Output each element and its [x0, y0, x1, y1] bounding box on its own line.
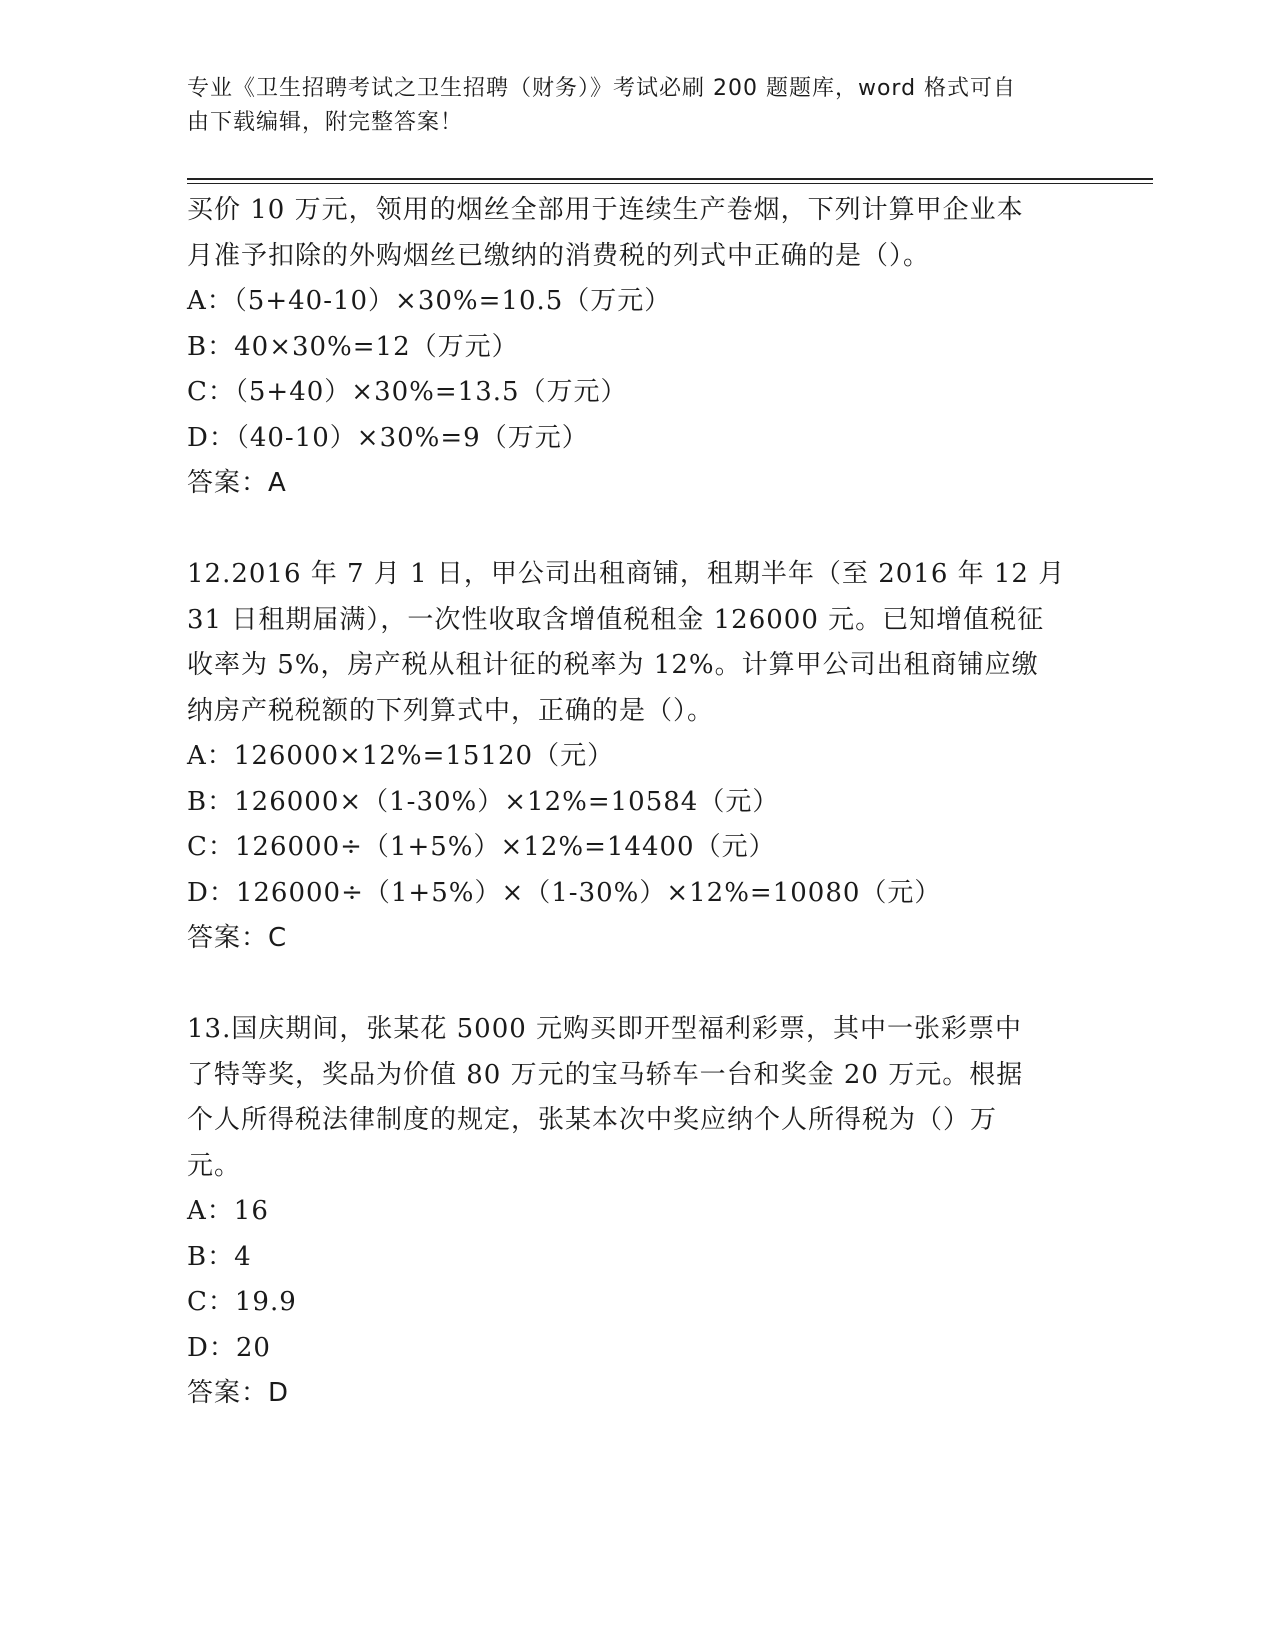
header-line: 由下载编辑，附完整答案！ — [187, 110, 464, 135]
question-stem-line: 个人所得税法律制度的规定，张某本次中奖应纳个人所得税为（）万 — [187, 1105, 998, 1135]
option-d: D：20 — [187, 1332, 271, 1363]
header-divider — [187, 178, 1153, 180]
question-stem-line: 元。 — [187, 1150, 242, 1181]
option-a: A：126000×12%=15120（元） — [187, 741, 615, 771]
option-a: A：16 — [187, 1196, 269, 1226]
option-b: B：40×30%=12（万元） — [187, 331, 519, 362]
option-c: C：126000÷（1+5%）×12%=14400（元） — [187, 832, 776, 862]
header-line: 专业《卫生招聘考试之卫生招聘（财务）》考试必刷 200 题题库，word 格式可自 — [187, 76, 1017, 101]
question-stem-line: 12.2016 年 7 月 1 日，甲公司出租商铺，租期半年（至 2016 年 12 月 — [187, 559, 1066, 589]
answer-line: 答案：D — [187, 1378, 290, 1408]
answer-line: 答案：A — [187, 468, 287, 498]
option-c: C：19.9 — [187, 1287, 297, 1317]
question-11 — [187, 188, 1087, 507]
option-d: D：126000÷（1+5%）×（1-30%）×12%=10080（元） — [187, 877, 942, 908]
option-c: C：（5+40）×30%=13.5（万元） — [187, 377, 628, 407]
option-a: A：（5+40-10）×30%=10.5（万元） — [187, 286, 672, 316]
document-body — [187, 188, 1087, 1417]
question-13 — [187, 1007, 1087, 1417]
option-d: D：（40-10）×30%=9（万元） — [187, 422, 589, 453]
question-12 — [187, 552, 1087, 962]
question-stem-line: 31 日租期届满），一次性收取含增值税租金 126000 元。已知增值税征 — [187, 604, 1045, 635]
option-b: B：126000×（1-30%）×12%=10584（元） — [187, 786, 780, 817]
header-divider-thin — [187, 183, 1153, 184]
document-header — [187, 72, 1067, 140]
question-stem-line: 了特等奖，奖品为价值 80 万元的宝马轿车一台和奖金 20 万元。根据 — [187, 1059, 1024, 1090]
answer-line: 答案：C — [187, 923, 288, 953]
option-b: B：4 — [187, 1241, 252, 1272]
question-stem-line: 收率为 5%，房产税从租计征的税率为 12%。计算甲公司出租商铺应缴 — [187, 650, 1039, 680]
question-stem-line: 月准予扣除的外购烟丝已缴纳的消费税的列式中正确的是（）。 — [187, 240, 931, 271]
question-stem-line: 买价 10 万元，领用的烟丝全部用于连续生产卷烟，下列计算甲企业本 — [187, 195, 1024, 225]
question-stem-line: 纳房产税税额的下列算式中，正确的是（）。 — [187, 695, 715, 726]
question-stem-line: 13.国庆期间，张某花 5000 元购买即开型福利彩票，其中一张彩票中 — [187, 1014, 1023, 1044]
